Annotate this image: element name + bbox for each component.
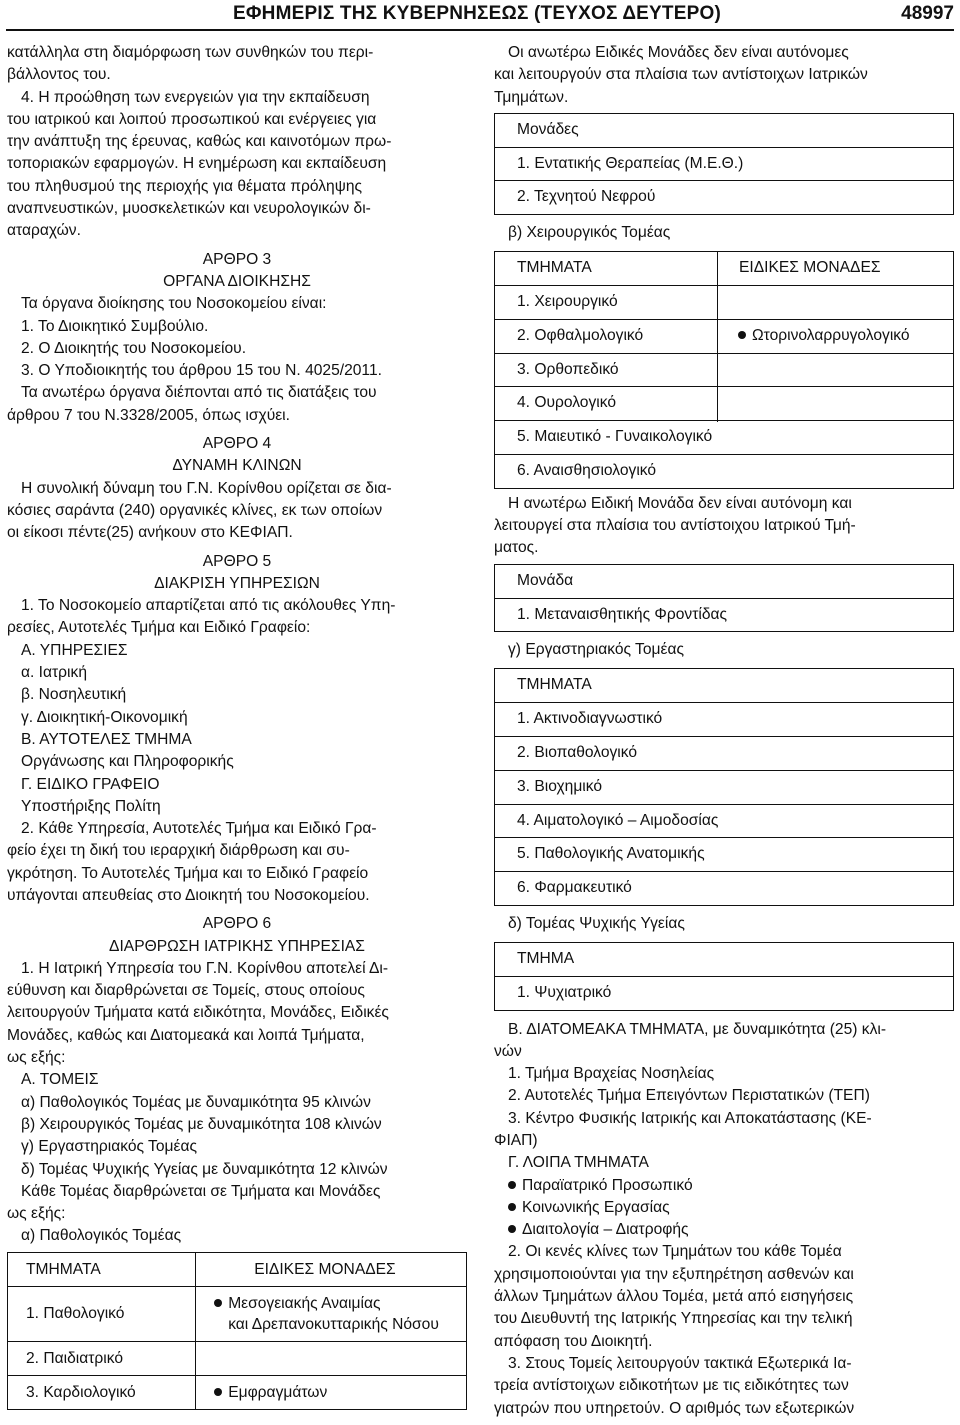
text-line: α) Παθολογικός Τομέας με δυναμικότητα 95 κλινών <box>21 1093 371 1111</box>
text-line: άρθρου 7 του Ν.3328/2005, όπως ισχύει. <box>7 406 290 424</box>
column-divider <box>717 252 718 422</box>
article-3-heading: ΑΡΘΡΟ 3 <box>202 250 272 268</box>
text-line: γκρότηση. Το Αυτοτελές Τμήμα και το Ειδικό Γραφείο <box>7 864 369 882</box>
text-line: Τα όργανα διοίκησης του Νοσοκομείου είναι: <box>21 295 327 313</box>
text-line: α) Παθολογικός Τομέας <box>21 1227 182 1245</box>
bullet-icon <box>214 1388 222 1396</box>
table-row <box>8 1252 467 1286</box>
text-line: 2. Ο Διοικητής του Νοσοκομείου. <box>21 339 247 357</box>
box-row <box>495 319 953 353</box>
article-4-subheading: ΔΥΝΑΜΗ ΚΛΙΝΩΝ <box>172 457 302 475</box>
box-row: 1. Χειρουργικό <box>495 285 953 319</box>
section-title: γ) Εργαστηριακός Τομέας <box>508 641 685 659</box>
text-line: 2. Αυτοτελές Τμήμα Επειγόντων Περιστατικών (ΤΕΠ) <box>508 1087 870 1105</box>
page-number: 48997 <box>901 3 954 24</box>
box-header: ΤΜΗΜΑΤΑ <box>517 676 592 694</box>
text-line: και λειτουργούν στα πλαίσια των αντίστοιχων Ιατρικών <box>494 66 868 84</box>
box-row: 3. Βιοχημικό <box>495 770 953 804</box>
text-line: Τα ανωτέρω όργανα διέπονται από τις διατάξεις του <box>21 384 377 402</box>
text-line: 3. Ο Υποδιοικητής του άρθρου 15 του Ν. 4025/2011. <box>21 362 382 380</box>
bullet-icon <box>738 331 746 339</box>
text-line: γ. Διοικητική-Οικονομική <box>21 708 188 726</box>
header-rule <box>6 29 954 31</box>
list-item <box>494 1219 954 1241</box>
text-line: οι είκοσι πέντε(25) ανήκουν στο ΚΕΦΙΑΠ. <box>7 524 293 542</box>
box-header: Μονάδα <box>517 571 574 589</box>
gazette-title: ΕΦΗΜΕΡΙΣ ΤΗΣ ΚΥΒΕΡΝΗΣΕΩΣ (ΤΕΥΧΟΣ ΔΕΥΤΕΡΟ) <box>233 3 721 24</box>
box-header <box>495 252 953 285</box>
text-line: Υποστήριξης Πολίτη <box>21 797 161 815</box>
text-line: Η συνολική δύναμη του Γ.Ν. Κορίνθου ορίζεται σε δια- <box>21 479 392 497</box>
text-line: λειτουργεί στα πλαίσια του αντίστοιχου Ιατρικού Τμή- <box>494 517 856 535</box>
text-line: την ανάπτυξη της έρευνας, καθώς και καινοτόμων πρω- <box>7 133 392 151</box>
text-line: Οργάνωσης και Πληροφορικής <box>21 753 234 771</box>
article-5-heading: ΑΡΘΡΟ 5 <box>202 552 272 570</box>
text-line: Β. ΔΙΑΤΟΜΕΑΚΑ ΤΜΗΜΑΤΑ, με δυναμικότητα (25) κλι- <box>508 1020 887 1038</box>
text-line: φείο έχει τη δική του ιεραρχική διάρθρωση και συ- <box>7 842 350 860</box>
list-item-text: Παραϊατρικό Προσωπικό <box>522 1176 693 1194</box>
cell-text: Μεσογειακής Αναιμίας <box>228 1294 381 1312</box>
text-line: Μονάδες, καθώς και Διατομεακά και λοιπά Τμήματα, <box>7 1026 365 1044</box>
text-line: ως εξής: <box>7 1205 66 1223</box>
text-line: ως εξής: <box>7 1049 66 1067</box>
text-line: 4. Η προώθηση των ενεργειών για την εκπαίδευση <box>21 88 370 106</box>
units-box <box>494 113 954 215</box>
table-row <box>8 1286 467 1341</box>
box-row: 1. Εντατικής Θεραπείας (Μ.Ε.Θ.) <box>495 147 953 181</box>
text-line: λειτουργούν Τμήματα κατά ειδικότητα, Μονάδες, Ειδικές <box>7 1004 389 1022</box>
text-line: εύθυνση και διαρθρώνεται σε Τομείς, στους οποίους <box>7 982 365 1000</box>
text-line: Α. ΥΠΗΡΕΣΙΕΣ <box>21 641 128 659</box>
text-line: Κάθε Τομέας διαρθρώνεται σε Τμήματα και Μονάδες <box>21 1182 381 1200</box>
box-row: 2. Βιοπαθολογικό <box>495 736 953 770</box>
text-line: ματος. <box>494 539 539 557</box>
row-text: 2. Οφθαλμολογικό <box>517 326 644 344</box>
box-row: 4. Ουρολογικό <box>495 386 953 420</box>
table-cell <box>196 1375 467 1409</box>
box-row: 2. Τεχνητού Νεφρού <box>495 180 953 214</box>
bullet-icon <box>508 1203 516 1211</box>
pathology-sector-table <box>7 1252 467 1410</box>
text-line: Οι ανωτέρω Ειδικές Μονάδες δεν είναι αυτόνομες <box>508 44 849 61</box>
text-line: 1. Η Ιατρική Υπηρεσία του Γ.Ν. Κορίνθου αποτελεί Δι- <box>21 959 389 977</box>
text-line: 3. Στους Τομείς λειτουργούν τακτικά Εξωτερικά Ια- <box>508 1354 852 1372</box>
text-line: γιατρών που υπηρετούν. Ο αριθμός των εξωτερικών <box>494 1399 855 1417</box>
text-line: Γ. ΕΙΔΙΚΟ ΓΡΑΦΕΙΟ <box>21 775 160 793</box>
bullet-icon <box>508 1225 516 1233</box>
row-text: Ωτορινολαρρυγολογικό <box>752 326 910 344</box>
text-line: του Διευθυντή της Ιατρικής Υπηρεσίας και την τελική <box>494 1310 853 1328</box>
text-line: χρησιμοποιούνται για την εξυπηρέτηση ασθενών και <box>494 1265 854 1283</box>
text-line: τρεία αντίστοιχων ειδικοτήτων με τις ειδικότητες των <box>494 1377 849 1395</box>
text-line: Α. ΤΟΜΕΙΣ <box>21 1071 99 1089</box>
article-6-subheading: ΔΙΑΡΘΡΩΣΗ ΙΑΤΡΙΚΗΣ ΥΠΗΡΕΣΙΑΣ <box>109 937 365 955</box>
text-line: άλλων Τμημάτων άλλου Τομέα, μετά από εισηγήσεις <box>494 1288 854 1306</box>
text-line: τοποριακών εφαρμογών. Η ενημέρωση και εκπαίδευση <box>7 155 387 173</box>
article-5-subheading: ΔΙΑΚΡΙΣΗ ΥΠΗΡΕΣΙΩΝ <box>154 574 320 592</box>
text-line: δ) Τομέας Ψυχικής Υγείας με δυναμικότητα 12 κλινών <box>21 1160 388 1178</box>
header-text: ΕΙΔΙΚΕΣ ΜΟΝΑΔΕΣ <box>739 259 881 277</box>
text-line: Τμημάτων. <box>494 88 569 106</box>
left-column <box>7 42 467 1410</box>
text-line: γ) Εργαστηριακός Τομέας <box>21 1138 198 1156</box>
section-title: δ) Τομέας Ψυχικής Υγείας <box>508 914 685 932</box>
box-row: 4. Αιματολογικό – Αιμοδοσίας <box>495 804 953 838</box>
text-line: αταραχών. <box>7 222 81 240</box>
text-line: 2. Κάθε Υπηρεσία, Αυτοτελές Τμήμα και Ειδικό Γρα- <box>21 820 377 838</box>
box-row: 1. Ακτινοδιαγνωστικό <box>495 702 953 736</box>
bullet-icon <box>508 1181 516 1189</box>
table-cell <box>196 1286 467 1341</box>
text-line: νών <box>494 1042 522 1060</box>
table-row <box>8 1341 467 1375</box>
table-cell: 3. Καρδιολογικό <box>8 1375 196 1409</box>
table-cell <box>196 1341 467 1375</box>
box-row: 3. Ορθοπεδικό <box>495 353 953 387</box>
text-line: Β. ΑΥΤΟΤΕΛΕΣ ΤΜΗΜΑ <box>21 730 192 748</box>
text-line: 1. Τμήμα Βραχείας Νοσηλείας <box>508 1065 715 1083</box>
text-line: Γ. ΛΟΙΠΑ ΤΜΗΜΑΤΑ <box>508 1154 649 1172</box>
text-line: 2. Οι κενές κλίνες των Τμημάτων του κάθε Τομέα <box>508 1243 842 1261</box>
list-item <box>494 1175 954 1197</box>
article-4-heading: ΑΡΘΡΟ 4 <box>202 435 272 453</box>
text-line: του πληθυσμού της περιοχής για θέματα πρόληψης <box>7 177 363 195</box>
header-text: ΤΜΗΜΑΤΑ <box>517 259 592 277</box>
mental-health-sector-table <box>494 942 954 1011</box>
text-line: 1. Το Νοσοκομείο απαρτίζεται από τις ακόλουθες Υπη- <box>21 597 396 615</box>
unit-box <box>494 564 954 633</box>
table-row <box>8 1375 467 1409</box>
text-line: βάλλοντος του. <box>7 66 111 84</box>
text-line: ΦΙΑΠ) <box>494 1132 538 1149</box>
box-row: 5. Παθολογικής Ανατομικής <box>495 837 953 871</box>
list-item-text: Διαιτολογία – Διατροφής <box>522 1221 689 1239</box>
text-line: ρεσίες, Αυτοτελές Τμήμα και Ειδικό Γραφείο: <box>7 619 311 637</box>
table-cell: 2. Παιδιατρικό <box>8 1341 196 1375</box>
text-line: 1. Το Διοικητικό Συμβούλιο. <box>21 317 209 335</box>
table-header-cell: ΕΙΔΙΚΕΣ ΜΟΝΑΔΕΣ <box>196 1252 467 1286</box>
text-line: β. Νοσηλευτική <box>21 686 127 704</box>
text-line: του ιατρικού και λοιπού προσωπικού και ενέργειες για <box>7 110 377 128</box>
list-item <box>494 1197 954 1219</box>
text-line: 3. Κέντρο Φυσικής Ιατρικής και Αποκατάστασης (ΚΕ- <box>508 1109 872 1127</box>
cell-text: και Δρεπανοκυτταρικής Νόσου <box>228 1315 439 1333</box>
text-line: Η ανωτέρω Ειδική Μονάδα δεν είναι αυτόνομη και <box>508 494 852 512</box>
box-row: 6. Αναισθησιολογικό <box>495 454 953 488</box>
box-row: 1. Ψυχιατρικό <box>495 976 953 1010</box>
text-line: κόσιες σαράντα (240) οργανικές κλίνες, εκ των οποίων <box>7 501 383 519</box>
article-6-heading: ΑΡΘΡΟ 6 <box>202 915 272 933</box>
text-line: απόφαση του Διοικητή. <box>494 1332 653 1350</box>
text-line: υπάγονται απευθείας στο Διοικητή του Νοσοκομείου. <box>7 886 370 904</box>
surgical-sector-table <box>494 251 954 489</box>
laboratory-sector-table <box>494 668 954 906</box>
box-row: 6. Φαρμακευτικό <box>495 871 953 905</box>
text-line: αναπνευστικών, μυοσκελετικών και νευρολογικών δι- <box>7 200 371 218</box>
table-cell: 1. Παθολογικό <box>8 1286 196 1341</box>
list-item-text: Κοινωνικής Εργασίας <box>522 1198 670 1216</box>
right-column <box>494 42 954 1420</box>
cell-text: Εμφραγμάτων <box>228 1383 328 1401</box>
bullet-icon <box>214 1299 222 1307</box>
text-line: κατάλληλα στη διαμόρφωση των συνθηκών του περι- <box>7 44 374 61</box>
text-line: α. Ιατρική <box>21 664 87 682</box>
table-header-cell: ΤΜΗΜΑΤΑ <box>8 1252 196 1286</box>
box-header: ΤΜΗΜΑ <box>517 949 575 967</box>
article-3-subheading: ΟΡΓΑΝΑ ΔΙΟΙΚΗΣΗΣ <box>163 272 311 290</box>
box-header: Μονάδες <box>517 120 579 138</box>
box-row: 1. Μεταναισθητικής Φροντίδας <box>495 598 953 632</box>
page-header <box>0 0 960 30</box>
box-row: 5. Μαιευτικό - Γυναικολογικό <box>495 420 953 454</box>
text-line: β) Χειρουργικός Τομέας με δυναμικότητα 108 κλινών <box>21 1115 382 1133</box>
section-title: β) Χειρουργικός Τομέας <box>508 224 671 242</box>
